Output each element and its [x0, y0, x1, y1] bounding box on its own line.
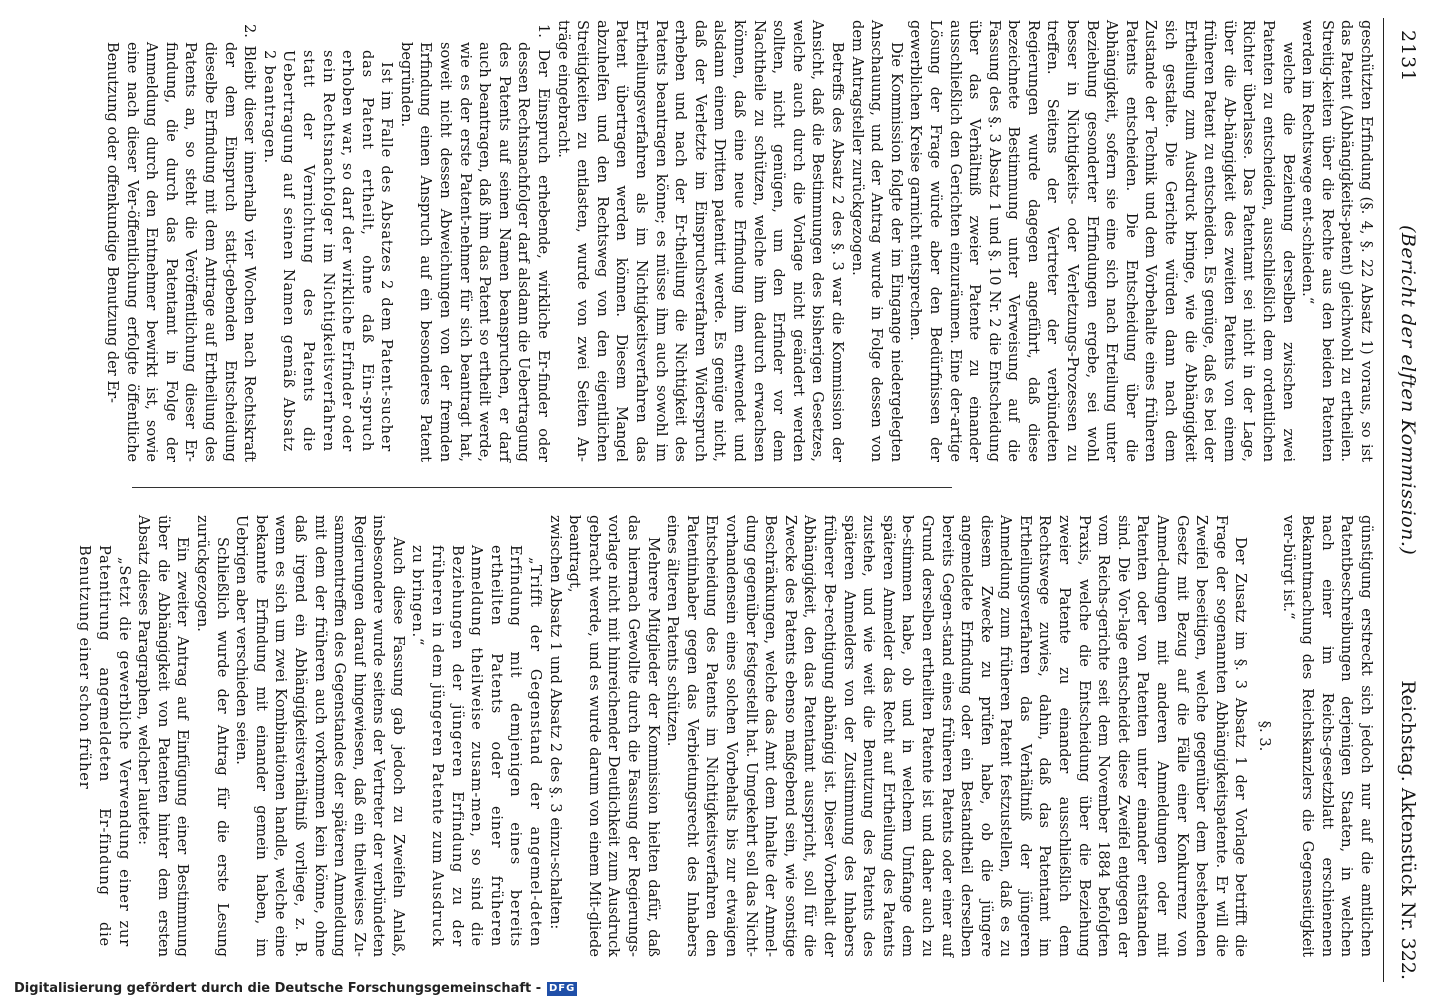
paragraph: 2. Bleibt dieser innerhalb vier Wochen nach Rechtskraft der dem Einspruch statt-gebenden Entscheidung dieselbe Erfindung mit dem Antrage auf Ertheilung des Patents an, so steht die Veröffentlichung dieser Er-findung, die durch das Patentamt in Folge der Anmeldung durch den Entnehmer bewirkt ist, sowie eine nach dieser Ver-öffentlichung erfolgte öffentliche Benutzung oder offenkundige Benutzung der Er- [104, 24, 259, 462]
paragraph: Mehrere Mitglieder der Kommission hielten dafür, daß das hiernach Gewollte durch die Fassung der Regierungs-vorlage nicht mit hinreichender Deutlichkeit zum Ausdruck gebracht werde, und es wurde darum von einem Mit-gliede beantragt, [566, 515, 662, 957]
paragraph: §. 3. [1256, 720, 1274, 752]
paragraph: zwischen Absatz 1 und Absatz 2 des §. 3 einzu-schalten: [546, 515, 564, 930]
paragraph: günstigung erstreckt sich jedoch nur auf die amtlichen Patentbeschreibungen derjenigen Staaten, in welchen nach einer im Reichs-gesetzblatt erschienenen Bekanntmachung des Reichskanzlers die Gegenseitigkeit ver-bürgt ist.“ [1279, 515, 1375, 957]
paragraph: geschützten Erfindung (§. 4, §. 22 Absatz 1) voraus, so ist das Patent (Abhängigkeits-patent) gleichwohl zu ertheilen. Streitig-keiten über die Rechte aus den beiden Patenten werden im Rechtswege ent-schieden.“ [1299, 20, 1375, 462]
paragraph: Auch diese Fassung gab jedoch zu Zweifeln Anlaß, insbesondere wurde seitens der Vertreter der verbündeten Regierungen darauf hingewiesen, daß ein theilweises Zu-sammentreffen des Gegenstandes der späteren Anmeldung mit dem der früheren auch vorkommen kein könne, ohne daß irgend ein Abhängigkeitsverhältniß vorliege, z. B. wenn es sich um zwei Kombinationen handle, welche eine bekannte Erfindung mit einander gemein haben, im Uebrigen aber verschieden seien. [233, 515, 407, 957]
running-title: (Bericht der elften Kommission.) [1397, 225, 1419, 556]
paragraph: welche die Beziehung derselben zwischen zwei Patenten zu entscheiden, ausschließlich dem ordentlichen Richter überlasse. Das Patentamt sei nicht in der Lage, über die Ab-hängigkeit des zweiten Patents von einem früheren Patent zu entscheiden. Es genüge, daß es bei der Ertheilung zum Ausdruck bringe, wie die Abhängigkeit sich gestalte. Die Gerichte würden dann nach dem Zustande der Technik und dem Vorbehalte eines früheren Patents entscheiden. Die Entscheidung über die Abhängigkeit, sofern sie eine sich nach Erteilung unter Beziehung gesonderter Erfindungen ergebe, sei wohl besser in Nichtigkeits- oder Verletzungs-Prozessen zu treffen. Seitens der Vertreter der verbündeten Regierungen wurde dagegen angeführt, daß diese bezeichnete Bestimmung unter Verweisung auf die Fassung des §. 3 Absatz 1 und §. 10 Nr. 2 die Entscheidung über das Verhältniß zweier Patente zu einander ausschließlich den Gerichten einzuräumen. Eine der-artige Lösung der Frage würde aber den Bedürfnissen der gewerblichen Kreise garnicht entsprechen. [907, 20, 1297, 462]
credit-text: Digitalisierung gefördert durch die Deutsche Forschungsgemeinschaft - [14, 981, 542, 996]
journal-title: Reichstag. Aktenstück Nr. 322. [1397, 680, 1419, 980]
page-header [1387, 30, 1429, 980]
paragraph: 1. Der Einspruch erhebende, wirkliche Er-finder oder dessen Rechtsnachfolger darf alsdann die Uebertragung des Patents auf seinen Namen beanspruchen, er darf auch beantragen, daß ihm das Patent so ertheilt werde, wie es der erste Patent-nehmer für sich beantragt hat, soweit nicht dessen Abweichungen von der fremden Erfindung einen Anspruch auf ein besonderes Patent begründen. [397, 24, 553, 462]
dfg-logo: DFG [548, 982, 576, 994]
right-column [75, 515, 1376, 957]
paragraph: Ein zweiter Antrag auf Einfügung einer Bestimmung über die Abhängigkeit von Patenten hinter dem ersten Absatz dieses Paragraphen, welcher lautete: [135, 515, 192, 957]
paragraph: „Setzt die gewerbliche Verwendung einer zur Patentirung angemeldeten Er-findung die Benutzung einer schon früher [76, 545, 133, 947]
digitization-credit [14, 981, 577, 996]
page-number: 2131 [1397, 30, 1419, 83]
paragraph: Betreffs des Absatz 2 des §. 3 war die Kommission der Ansicht, daß die Bestimmungen des bisherigen Gesetzes, welche auch durch die Vorlage nicht geändert werden sollten, nicht genügen, um den Erfinder vor dem Nachtheile zu schützen, welche ihm dadurch erwachsen können, daß eine neue Erfindung ihm entwendet und alsdann einem Dritten patentirt werde. Es genüge nicht, daß der Verletzte im Einspruchsverfahren Widerspruch erheben und nach der Er-theilung die Nichtigkeit des Patents beantragen könne; es müsse ihm auch sowohl im Ertheilungsverfahren als im Nichtigkeitsverfahren das Patent übertragen werden können. Diesem Mangel abzuhelfen und den Rechtsweg von den eigentlichen Streitigkeiten zu entlasten, wurde von zwei Seiten An-träge eingebracht. [554, 20, 846, 462]
paragraph: Der Zusatz im §. 3 Absatz 1 der Vorlage betrifft die Frage der sogenannten Abhängigkeitspatente. Er will die Zweifel beseitigen, welche gegenüber dem bestehenden Gesetz mit Bezug auf die Fälle einer Konkurrenz von Anmel-dungen mit anderen Anmeldungen oder mit Patenten oder von Patenten unter einander entstanden sind. Die Vor-lage entscheidet diese Zweifel entgegen der vom Reichs-gerichte seit dem November 1884 befolgten Praxis, welche die Entscheidung über die Beziehung zweier Patente zu einander ausschließlich dem Rechtswege zuwies, dahin, daß das Patentamt im Ertheilungsverfahren das Verhältniß der jüngeren Anmeldung zum früheren Patent festzustellen, daß es zu diesem Zwecke zu prüfen habe, ob die jüngere angemeldete Erfindung oder ein Bestandtheil derselben bereits Gegen-stand eines früheren Patents oder einer auf Grund derselben ertheilten Patente ist und daher auch zu be-stimmen habe, ob und in welchem Umfange dem späteren Anmelder das Recht auf Ertheilung des Patents zustehe, und wie weit die Benutzung des Patents des späteren Anmelders von der Zustimmung des Inhabers früherer Be-rechtigung abhängig ist. Dieser Vorbehalt der Abhängigkeit, den das Patentamt ausspricht, soll für die Zwecke des Patents ebenso maßgebend sein, wie sonstige Beschränkungen, welche das Amt dem Inhalte der Anmel-dung gegenüber festgestellt hat. Umgekehrt soll das Nicht-vorhandensein eines solchen Vorbehalts bis zur etwaigen Entscheidung des Patents im Nichtigkeitsverfahren den Patentinhaber gegen das Verbietungsrecht des Inhabers eines älteren Patents schützen. [664, 515, 1250, 957]
left-column [102, 20, 1376, 462]
column-divider [132, 487, 952, 488]
paragraph: „Trifft der Gegenstand der angemel-deten Erfindung mit demjenigen eines bereits ertheilten Patents oder einer früheren Anmeldung theilweise zusam-men, so sind die Beziehungen der jüngeren Erfindung zu der früheren in dem jüngeren Patente zum Ausdruck zu bringen.“ [409, 545, 545, 947]
paragraph: Schließlich wurde der Antrag für die erste Lesung zurückgezogen. [193, 515, 231, 957]
paragraph: Die Kommission folgte der im Eingange niedergelegten Anschauung, und der Antrag wurde in Folge dessen von dem Antragsteller zurückgezogen. [848, 20, 905, 462]
paragraph: Ist im Falle des Absatzes 2 dem Patent-sucher das Patent ertheilt, ohne daß Ein-spruch erhoben war, so darf der wirkliche Erfinder oder sein Rechtsnachfolger im Nichtigkeitsverfahren statt der Vernichtung des Patents die Uebertragung auf seinen Namen gemäß Absatz 2 beantragen. [260, 50, 396, 452]
header-rule [1383, 18, 1384, 982]
